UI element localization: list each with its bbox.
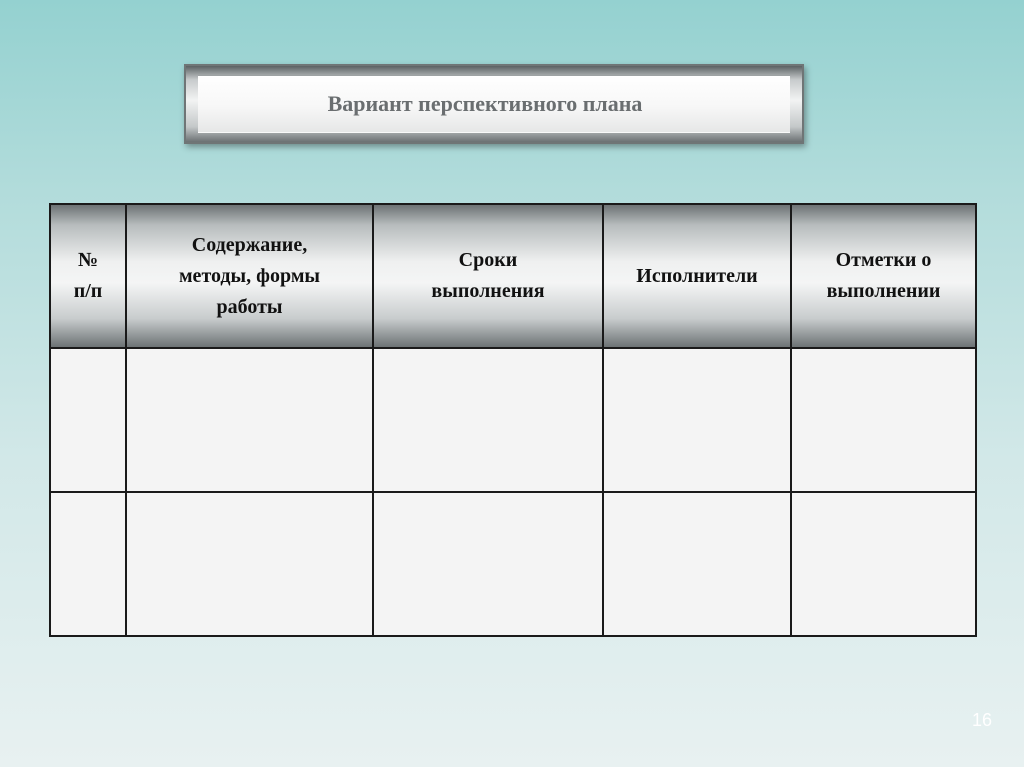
table-cell xyxy=(603,492,791,636)
table-cell xyxy=(791,492,976,636)
header-number-label: № п/п xyxy=(73,249,103,302)
table-cell xyxy=(373,492,603,636)
slide-title-frame xyxy=(184,64,804,144)
header-cell-completion-notes xyxy=(791,204,976,348)
header-cell-content xyxy=(126,204,373,348)
header-cell-number xyxy=(50,204,126,348)
header-content-label: Содержание, методы, формы работы xyxy=(178,233,321,318)
table-cell xyxy=(126,492,373,636)
header-deadlines-label: Сроки выполнения xyxy=(431,249,545,302)
header-cell-deadlines xyxy=(373,204,603,348)
table-cell xyxy=(126,348,373,492)
table-cell xyxy=(50,492,126,636)
slide-title: Вариант перспективного плана xyxy=(327,91,643,116)
plan-table-header xyxy=(50,204,976,348)
table-cell xyxy=(373,348,603,492)
slide-number: 16 xyxy=(971,710,993,730)
header-completion-label: Отметки о выполнении xyxy=(826,249,941,302)
table-row xyxy=(50,492,976,636)
table-row xyxy=(50,348,976,492)
plan-table xyxy=(49,203,977,637)
header-executors-label: Исполнители xyxy=(636,264,758,287)
header-row xyxy=(50,204,976,348)
table-cell xyxy=(50,348,126,492)
slide-title-panel xyxy=(198,75,790,133)
header-cell-executors xyxy=(603,204,791,348)
table-cell xyxy=(603,348,791,492)
table-cell xyxy=(791,348,976,492)
plan-table-body xyxy=(50,348,976,636)
